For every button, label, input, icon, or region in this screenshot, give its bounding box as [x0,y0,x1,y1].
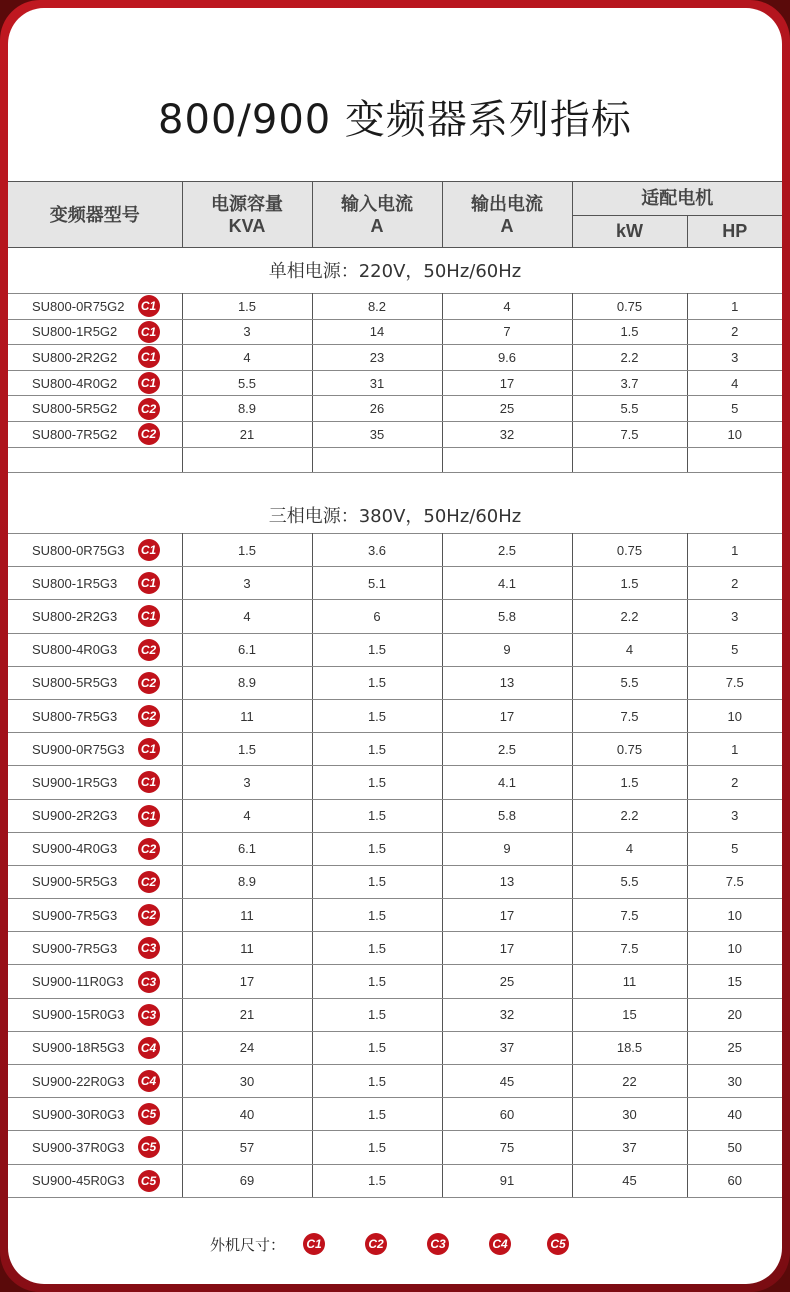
kva-cell: 4 [182,799,312,832]
in-cell: 1.5 [312,633,442,666]
in-cell: 1.5 [312,899,442,932]
in-cell: 3.6 [312,534,442,567]
in-cell: 6 [312,600,442,633]
model-cell [8,1031,182,1064]
kva-cell: 69 [182,1164,312,1197]
model-name: SU800-1R5G3 [32,575,118,591]
model-cell [8,899,182,932]
kva-cell: 17 [182,965,312,998]
model-name: SU800-0R75G3 [32,542,125,558]
table-row [8,832,782,865]
model-name: SU900-11R0G3 [32,974,124,990]
table-row [8,294,782,320]
table-row [8,447,782,473]
kw-cell: 45 [572,1164,687,1197]
size-badge: C3 [138,937,160,959]
kva-cell: 8.9 [182,666,312,699]
model-cell [8,1131,182,1164]
kw-cell: 3.7 [572,370,687,396]
kva-cell: 5.5 [182,370,312,396]
out-cell: 5.8 [442,799,572,832]
single-phase-table [8,293,782,473]
table-row [8,319,782,345]
table-row [8,1065,782,1098]
model-name: SU900-30R0G3 [32,1106,125,1122]
model-name: SU800-0R75G2 [32,298,125,314]
model-name: SU900-0R75G3 [32,741,125,757]
kva-cell: 21 [182,421,312,447]
size-badge: C1 [138,605,160,627]
out-cell [442,447,572,473]
hp-cell: 3 [687,600,782,633]
hp-cell: 5 [687,633,782,666]
kva-cell: 3 [182,567,312,600]
size-badge: C1 [138,805,160,827]
model-name: SU900-5R5G3 [32,874,118,890]
hp-cell: 3 [687,345,782,371]
in-cell: 23 [312,345,442,371]
size-legend-label: 外机尺寸： [210,1236,286,1254]
table-row [8,1031,782,1064]
table-row [8,396,782,422]
table-row [8,965,782,998]
table-row [8,699,782,732]
page-title: 800/900 变频器系列指标 [158,97,632,143]
model-cell [8,766,182,799]
model-cell [8,370,182,396]
three-phase-table [8,533,782,1198]
in-cell: 1.5 [312,1098,442,1131]
header-input-current [312,182,442,248]
hp-cell: 25 [687,1031,782,1064]
size-badge: C5 [138,1103,160,1125]
single-phase-label: 单相电源：220V，50Hz/60Hz [268,261,522,282]
out-cell: 17 [442,370,572,396]
out-cell: 91 [442,1164,572,1197]
in-cell: 1.5 [312,932,442,965]
in-cell: 31 [312,370,442,396]
hp-cell: 5 [687,396,782,422]
model-cell [8,699,182,732]
hp-cell: 40 [687,1098,782,1131]
three-phase-label: 三相电源：380V，50Hz/60Hz [268,506,522,527]
hp-cell: 1 [687,294,782,320]
out-cell: 9.6 [442,345,572,371]
size-badge: C3 [138,1004,160,1026]
model-name: SU900-4R0G3 [32,841,118,857]
table-row [8,865,782,898]
model-name: SU800-2R2G2 [32,349,118,365]
kw-cell: 22 [572,1065,687,1098]
kva-cell: 11 [182,932,312,965]
model-cell [8,832,182,865]
size-badge: C2 [138,871,160,893]
table-row [8,733,782,766]
model-name: SU800-7R5G3 [32,708,118,724]
table-row [8,567,782,600]
kw-cell: 37 [572,1131,687,1164]
kw-cell: 7.5 [572,421,687,447]
model-cell [8,396,182,422]
kva-cell: 4 [182,600,312,633]
kva-cell: 11 [182,699,312,732]
size-badge: C2 [138,423,160,445]
header-input-current-label: 输入电流 [341,193,413,214]
hp-cell: 1 [687,534,782,567]
table-row [8,766,782,799]
size-badge-c3: C3 [427,1233,449,1255]
table-row [8,600,782,633]
table-header [8,181,782,248]
size-badge: C4 [138,1037,160,1059]
hp-cell: 60 [687,1164,782,1197]
out-cell: 13 [442,666,572,699]
size-badge: C3 [138,971,160,993]
model-cell [8,534,182,567]
size-badge: C1 [138,738,160,760]
model-cell [8,345,182,371]
model-name: SU800-5R5G3 [32,675,118,691]
in-cell: 1.5 [312,1164,442,1197]
out-cell: 25 [442,965,572,998]
model-name: SU900-2R2G3 [32,808,118,824]
size-badge: C2 [138,672,160,694]
out-cell: 2.5 [442,534,572,567]
model-cell [8,666,182,699]
size-badge: C2 [138,398,160,420]
out-cell: 9 [442,633,572,666]
model-cell [8,319,182,345]
model-name: SU900-22R0G3 [32,1073,125,1089]
size-badge: C2 [138,904,160,926]
kva-cell: 21 [182,998,312,1031]
size-badge: C4 [138,1070,160,1092]
kw-cell: 15 [572,998,687,1031]
in-cell: 1.5 [312,1031,442,1064]
table-row [8,998,782,1031]
size-badge-c5: C5 [547,1233,569,1255]
model-cell [8,799,182,832]
table-row [8,1098,782,1131]
out-cell: 5.8 [442,600,572,633]
kw-cell: 5.5 [572,396,687,422]
out-cell: 17 [442,699,572,732]
kva-cell [182,447,312,473]
kw-cell [572,447,687,473]
model-name: SU800-5R5G2 [32,401,118,417]
model-cell [8,1098,182,1131]
size-legend [8,1231,782,1259]
model-name: SU800-2R2G3 [32,608,118,624]
out-cell: 9 [442,832,572,865]
header-power-capacity-label: 电源容量 [211,193,283,214]
out-cell: 45 [442,1065,572,1098]
kw-cell: 30 [572,1098,687,1131]
kw-cell: 1.5 [572,319,687,345]
kw-cell: 5.5 [572,666,687,699]
hp-cell: 10 [687,899,782,932]
kw-cell: 0.75 [572,733,687,766]
in-cell: 1.5 [312,799,442,832]
kw-cell: 4 [572,633,687,666]
header-input-unit: A [370,215,384,236]
table-row [8,534,782,567]
size-badge: C1 [138,771,160,793]
model-cell [8,1065,182,1098]
hp-cell: 15 [687,965,782,998]
header-kw: kW [572,215,687,248]
header-hp: HP [687,215,782,248]
table-row [8,633,782,666]
kva-cell: 8.9 [182,865,312,898]
in-cell: 1.5 [312,733,442,766]
kva-cell: 1.5 [182,733,312,766]
kva-cell: 3 [182,766,312,799]
kw-cell: 2.2 [572,799,687,832]
hp-cell: 2 [687,567,782,600]
header-motor: 适配电机 [572,182,782,216]
model-cell [8,421,182,447]
kva-cell: 30 [182,1065,312,1098]
size-badge-c4: C4 [489,1233,511,1255]
in-cell: 1.5 [312,832,442,865]
size-badge: C1 [138,346,160,368]
header-power-capacity [182,182,312,248]
model-cell [8,600,182,633]
hp-cell: 50 [687,1131,782,1164]
size-badge: C2 [138,838,160,860]
kw-cell: 0.75 [572,294,687,320]
kw-cell: 2.2 [572,600,687,633]
out-cell: 4.1 [442,766,572,799]
size-badge: C2 [138,705,160,727]
hp-cell: 2 [687,766,782,799]
in-cell: 8.2 [312,294,442,320]
in-cell: 1.5 [312,965,442,998]
hp-cell [687,447,782,473]
out-cell: 17 [442,899,572,932]
model-name: SU900-7R5G3 [32,907,118,923]
kva-cell: 40 [182,1098,312,1131]
hp-cell: 7.5 [687,865,782,898]
size-badge-c2: C2 [365,1233,387,1255]
model-cell [8,998,182,1031]
kw-cell: 2.2 [572,345,687,371]
in-cell: 5.1 [312,567,442,600]
kva-cell: 1.5 [182,534,312,567]
hp-cell: 3 [687,799,782,832]
kw-cell: 11 [572,965,687,998]
model-name: SU900-37R0G3 [32,1139,125,1155]
out-cell: 17 [442,932,572,965]
header-power-unit: KVA [228,215,266,236]
model-cell [8,865,182,898]
out-cell: 25 [442,396,572,422]
model-name: SU800-4R0G2 [32,375,118,391]
hp-cell: 10 [687,421,782,447]
header-output-current-label: 输出电流 [471,193,543,214]
model-name: SU800-7R5G2 [32,426,118,442]
kva-cell: 1.5 [182,294,312,320]
size-badge: C2 [138,639,160,661]
kw-cell: 5.5 [572,865,687,898]
hp-cell: 30 [687,1065,782,1098]
hp-cell: 2 [687,319,782,345]
table-row [8,799,782,832]
out-cell: 75 [442,1131,572,1164]
kva-cell: 24 [182,1031,312,1064]
model-name: SU900-1R5G3 [32,774,118,790]
kw-cell: 0.75 [572,534,687,567]
hp-cell: 7.5 [687,666,782,699]
model-cell [8,932,182,965]
model-name: SU900-18R5G3 [32,1040,125,1056]
size-badge-c1: C1 [303,1233,325,1255]
in-cell: 1.5 [312,1131,442,1164]
kva-cell: 3 [182,319,312,345]
kw-cell: 7.5 [572,699,687,732]
in-cell: 1.5 [312,998,442,1031]
size-badge: C1 [138,321,160,343]
size-badge: C1 [138,539,160,561]
header-output-unit: A [500,215,514,236]
kva-cell: 4 [182,345,312,371]
in-cell: 14 [312,319,442,345]
in-cell: 26 [312,396,442,422]
out-cell: 4.1 [442,567,572,600]
kva-cell: 6.1 [182,633,312,666]
kva-cell: 57 [182,1131,312,1164]
model-cell [8,1164,182,1197]
in-cell [312,447,442,473]
header-model: 变频器型号 [8,182,182,248]
model-name: SU800-4R0G3 [32,642,118,658]
hp-cell: 1 [687,733,782,766]
table-row [8,421,782,447]
kw-cell: 7.5 [572,899,687,932]
model-cell [8,294,182,320]
out-cell: 32 [442,421,572,447]
kw-cell: 18.5 [572,1031,687,1064]
hp-cell: 10 [687,932,782,965]
out-cell: 32 [442,998,572,1031]
kva-cell: 6.1 [182,832,312,865]
model-cell [8,965,182,998]
table-row [8,666,782,699]
kw-cell: 7.5 [572,932,687,965]
size-badge: C5 [138,1136,160,1158]
out-cell: 4 [442,294,572,320]
out-cell: 60 [442,1098,572,1131]
model-cell [8,733,182,766]
model-cell [8,567,182,600]
in-cell: 1.5 [312,699,442,732]
table-row [8,370,782,396]
kw-cell: 4 [572,832,687,865]
out-cell: 37 [442,1031,572,1064]
size-badge: C1 [138,572,160,594]
in-cell: 1.5 [312,766,442,799]
model-name: SU900-7R5G3 [32,940,118,956]
in-cell: 1.5 [312,865,442,898]
kw-cell: 1.5 [572,766,687,799]
hp-cell: 4 [687,370,782,396]
model-cell [8,447,182,473]
in-cell: 1.5 [312,666,442,699]
out-cell: 13 [442,865,572,898]
size-badge: C5 [138,1170,160,1192]
model-cell [8,633,182,666]
out-cell: 7 [442,319,572,345]
model-name: SU800-1R5G2 [32,324,118,340]
hp-cell: 10 [687,699,782,732]
hp-cell: 5 [687,832,782,865]
kva-cell: 8.9 [182,396,312,422]
table-row [8,1131,782,1164]
kw-cell: 1.5 [572,567,687,600]
model-name: SU900-15R0G3 [32,1007,125,1023]
header-output-current [442,182,572,248]
out-cell: 2.5 [442,733,572,766]
table-row [8,1164,782,1197]
kva-cell: 11 [182,899,312,932]
table-row [8,345,782,371]
in-cell: 1.5 [312,1065,442,1098]
spec-card [8,8,782,1284]
size-badge: C1 [138,372,160,394]
model-name: SU900-45R0G3 [32,1173,125,1189]
size-badge: C1 [138,295,160,317]
hp-cell: 20 [687,998,782,1031]
in-cell: 35 [312,421,442,447]
table-row [8,899,782,932]
table-row [8,932,782,965]
